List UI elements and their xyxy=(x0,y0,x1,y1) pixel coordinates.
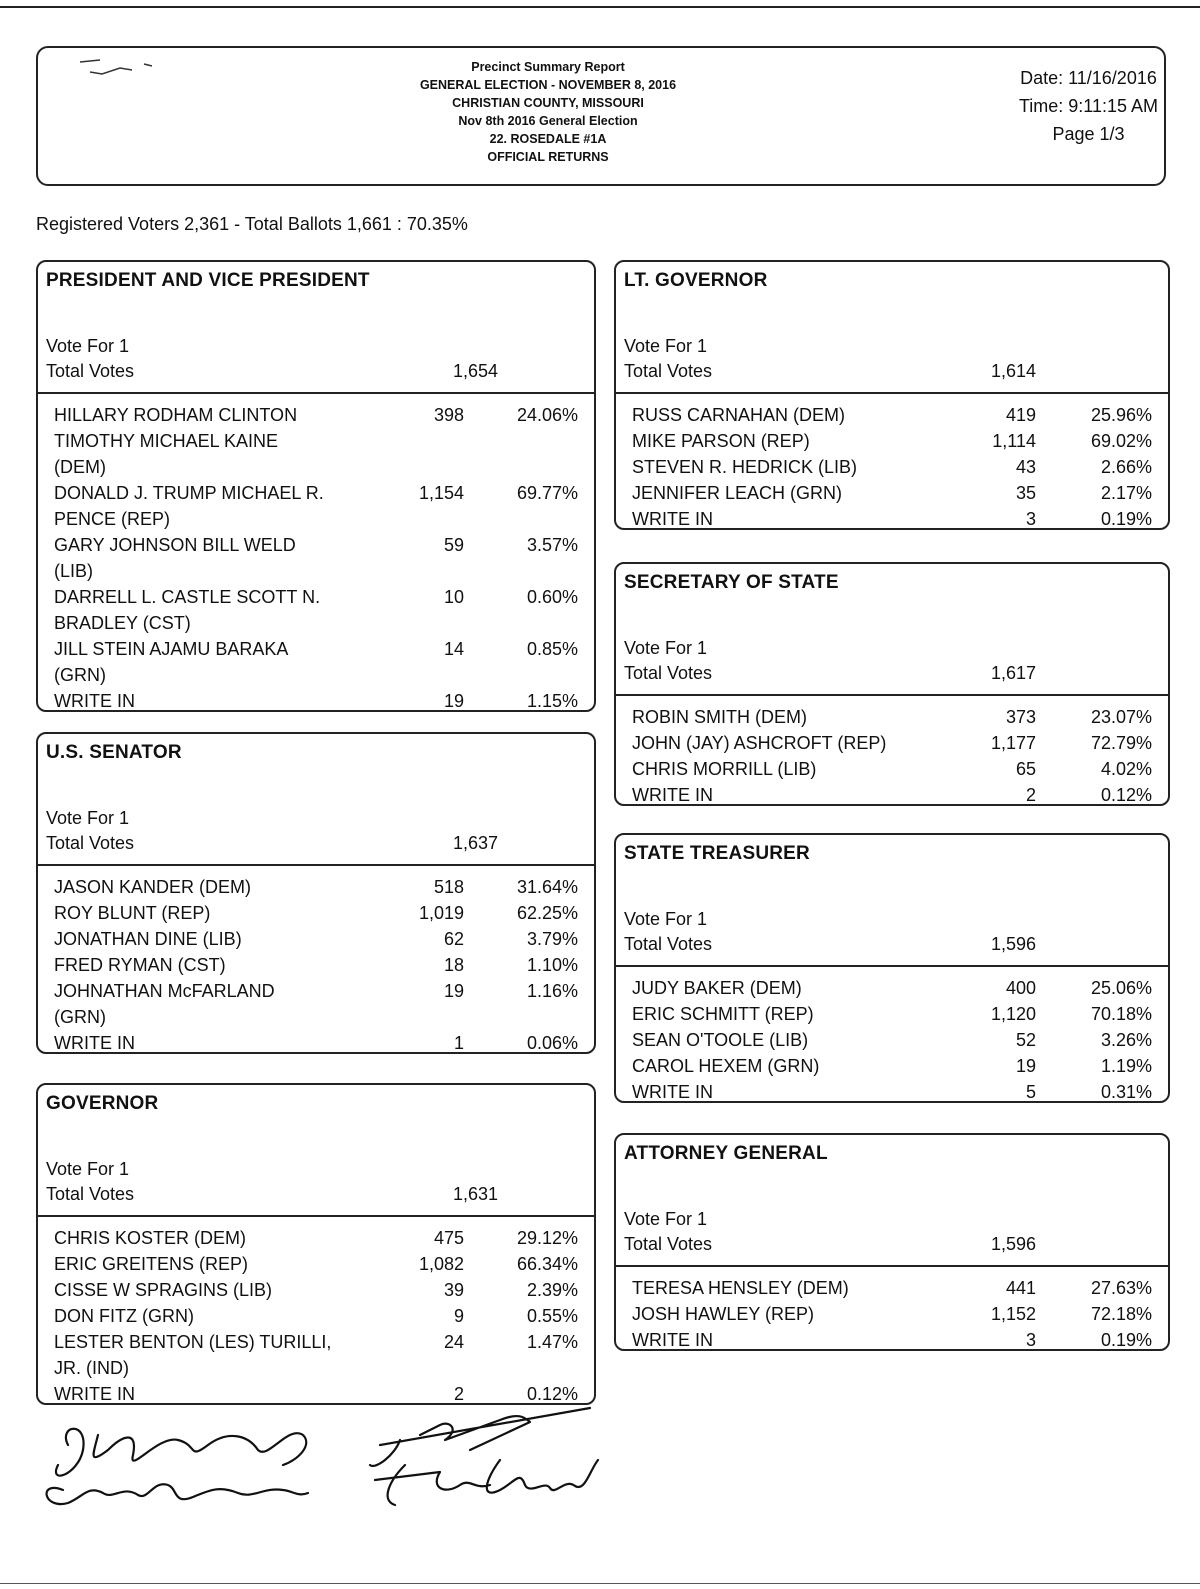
candidate-percent: 0.06% xyxy=(526,1033,578,1053)
candidate-votes: 1,154 xyxy=(418,483,464,503)
candidate-name: TIMOTHY MICHAEL KAINE xyxy=(54,431,279,451)
candidate-name: WRITE IN xyxy=(632,1330,713,1350)
candidate-votes: 398 xyxy=(433,405,464,425)
candidate-name: JOHN (JAY) ASHCROFT (REP) xyxy=(632,733,887,753)
candidate-name: DON FITZ (GRN) xyxy=(54,1306,194,1326)
candidate-row xyxy=(38,1277,594,1303)
race-box-state-treasurer xyxy=(614,833,1170,1103)
race-box-secretary-of-state xyxy=(614,562,1170,806)
candidate-row xyxy=(616,428,1168,454)
candidate-name: CHRIS KOSTER (DEM) xyxy=(54,1228,247,1248)
candidate-name: (GRN) xyxy=(54,1007,106,1027)
race-divider xyxy=(38,1215,594,1217)
signature-right-icon xyxy=(350,1400,610,1515)
candidate-votes: 1 xyxy=(453,1033,464,1053)
candidate-votes: 65 xyxy=(1015,759,1036,779)
total-votes-label: Total Votes xyxy=(46,833,135,853)
candidate-percent: 23.07% xyxy=(1090,707,1152,727)
candidate-row xyxy=(616,1275,1168,1301)
candidate-votes: 1,114 xyxy=(992,431,1036,451)
candidate-percent: 3.57% xyxy=(526,535,578,555)
candidate-votes: 518 xyxy=(433,877,464,897)
scribble-mark-icon xyxy=(60,54,180,84)
candidate-votes: 19 xyxy=(1015,1056,1036,1076)
total-votes-label: Total Votes xyxy=(624,361,713,381)
candidate-name: JUDY BAKER (DEM) xyxy=(632,978,802,998)
total-votes-label: Total Votes xyxy=(624,1234,713,1254)
race-box-president-and-vice-president xyxy=(36,260,596,712)
candidate-name: PENCE (REP) xyxy=(54,509,171,529)
candidate-votes: 19 xyxy=(443,981,464,1001)
candidate-name: WRITE IN xyxy=(632,1082,713,1102)
candidate-name: LESTER BENTON (LES) TURILLI, xyxy=(54,1332,332,1352)
candidate-percent: 2.17% xyxy=(1100,483,1152,503)
total-votes-value: 1,596 xyxy=(990,1234,1036,1254)
candidate-name: WRITE IN xyxy=(54,1384,135,1404)
candidate-votes: 3 xyxy=(1025,509,1036,529)
race-divider xyxy=(38,864,594,866)
candidate-row xyxy=(38,584,594,636)
candidate-name: SEAN O'TOOLE (LIB) xyxy=(632,1030,809,1050)
candidate-percent: 0.31% xyxy=(1100,1082,1152,1102)
race-title: SECRETARY OF STATE xyxy=(624,572,839,593)
candidate-votes: 419 xyxy=(1005,405,1036,425)
vote-for-label: Vote For 1 xyxy=(624,909,708,929)
candidate-votes: 10 xyxy=(443,587,464,607)
candidate-name: JR. (IND) xyxy=(54,1358,129,1378)
signature-left-icon xyxy=(28,1405,328,1515)
candidate-row xyxy=(38,978,594,1030)
candidate-percent: 1.19% xyxy=(1100,1056,1152,1076)
candidate-votes: 59 xyxy=(443,535,464,555)
race-divider xyxy=(38,392,594,394)
report-title: Precinct Summary Report xyxy=(471,60,625,74)
candidate-row xyxy=(38,874,594,900)
race-box-governor xyxy=(36,1083,596,1405)
candidate-name: CHRIS MORRILL (LIB) xyxy=(632,759,817,779)
candidate-votes: 2 xyxy=(1025,785,1036,805)
race-box-lt-governor xyxy=(614,260,1170,530)
race-divider xyxy=(616,694,1168,696)
candidate-votes: 62 xyxy=(443,929,464,949)
candidate-row xyxy=(38,1303,594,1329)
candidate-name: CISSE W SPRAGINS (LIB) xyxy=(54,1280,273,1300)
candidate-row xyxy=(38,688,594,714)
candidate-name: HILLARY RODHAM CLINTON xyxy=(54,405,298,425)
candidate-name: WRITE IN xyxy=(54,691,135,711)
candidate-percent: 0.19% xyxy=(1100,509,1152,529)
candidate-row xyxy=(38,636,594,688)
candidate-percent: 27.63% xyxy=(1090,1278,1152,1298)
candidate-row xyxy=(38,1251,594,1277)
candidate-percent: 62.25% xyxy=(516,903,578,923)
total-votes-value: 1,637 xyxy=(452,833,498,853)
candidate-row xyxy=(616,454,1168,480)
candidate-name: JONATHAN DINE (LIB) xyxy=(54,929,242,949)
candidate-name: BRADLEY (CST) xyxy=(54,613,191,633)
candidate-votes: 5 xyxy=(1025,1082,1036,1102)
candidate-row xyxy=(38,900,594,926)
candidate-percent: 4.02% xyxy=(1100,759,1152,779)
candidate-name: (LIB) xyxy=(54,561,94,581)
candidate-votes: 9 xyxy=(453,1306,464,1326)
county-name: CHRISTIAN COUNTY, MISSOURI xyxy=(452,96,644,110)
race-divider xyxy=(616,1265,1168,1267)
report-date: Date: 11/16/2016 xyxy=(1020,68,1157,88)
candidate-row xyxy=(38,1030,594,1056)
candidate-row xyxy=(38,532,594,584)
candidate-name: TERESA HENSLEY (DEM) xyxy=(632,1278,849,1298)
candidate-votes: 1,177 xyxy=(990,733,1036,753)
candidate-name: WRITE IN xyxy=(632,509,713,529)
vote-for-label: Vote For 1 xyxy=(46,808,130,828)
candidate-percent: 1.15% xyxy=(526,691,578,711)
candidate-percent: 1.10% xyxy=(526,955,578,975)
candidate-percent: 0.19% xyxy=(1100,1330,1152,1350)
candidate-percent: 31.64% xyxy=(516,877,578,897)
candidate-name: RUSS CARNAHAN (DEM) xyxy=(632,405,846,425)
candidate-name: (GRN) xyxy=(54,665,106,685)
candidate-row xyxy=(616,1001,1168,1027)
report-header xyxy=(36,46,1166,186)
total-votes-value: 1,654 xyxy=(452,361,498,381)
candidate-percent: 2.39% xyxy=(526,1280,578,1300)
candidate-percent: 69.77% xyxy=(516,483,578,503)
race-title: GOVERNOR xyxy=(46,1093,159,1114)
candidate-votes: 52 xyxy=(1015,1030,1036,1050)
total-votes-label: Total Votes xyxy=(46,1184,135,1204)
candidate-votes: 43 xyxy=(1015,457,1036,477)
candidate-percent: 66.34% xyxy=(516,1254,578,1274)
race-divider xyxy=(616,965,1168,967)
candidate-votes: 441 xyxy=(1005,1278,1036,1298)
turnout-summary: Registered Voters 2,361 - Total Ballots 1,661 : 70.35% xyxy=(36,214,468,234)
candidate-row xyxy=(38,926,594,952)
candidate-name: JOSH HAWLEY (REP) xyxy=(632,1304,815,1324)
precinct-name: 22. ROSEDALE #1A xyxy=(489,132,607,146)
candidate-name: FRED RYMAN (CST) xyxy=(54,955,226,975)
report-meta xyxy=(1019,64,1158,148)
total-votes-value: 1,614 xyxy=(990,361,1036,381)
candidate-name: ERIC GREITENS (REP) xyxy=(54,1254,249,1274)
candidate-name: JILL STEIN AJAMU BARAKA xyxy=(54,639,289,659)
candidate-votes: 14 xyxy=(443,639,464,659)
candidate-votes: 475 xyxy=(433,1228,464,1248)
candidate-votes: 1,152 xyxy=(990,1304,1036,1324)
candidate-votes: 2 xyxy=(453,1384,464,1404)
candidate-row xyxy=(38,1329,594,1381)
candidate-row xyxy=(38,1225,594,1251)
candidate-votes: 373 xyxy=(1005,707,1036,727)
candidate-row xyxy=(616,480,1168,506)
candidate-votes: 1,120 xyxy=(990,1004,1036,1024)
candidate-votes: 3 xyxy=(1025,1330,1036,1350)
candidate-row xyxy=(38,402,594,480)
candidate-name: (DEM) xyxy=(54,457,106,477)
candidate-percent: 1.16% xyxy=(526,981,578,1001)
race-box-u-s-senator xyxy=(36,732,596,1054)
candidate-votes: 19 xyxy=(443,691,464,711)
candidate-row xyxy=(616,1327,1168,1353)
total-votes-label: Total Votes xyxy=(624,663,713,683)
candidate-name: GARY JOHNSON BILL WELD xyxy=(54,535,296,555)
candidate-percent: 3.26% xyxy=(1100,1030,1152,1050)
race-divider xyxy=(616,392,1168,394)
election-name: GENERAL ELECTION - NOVEMBER 8, 2016 xyxy=(419,78,677,92)
candidate-name: MIKE PARSON (REP) xyxy=(632,431,810,451)
candidate-percent: 72.79% xyxy=(1090,733,1152,753)
candidate-name: ROBIN SMITH (DEM) xyxy=(632,707,807,727)
candidate-row xyxy=(616,756,1168,782)
candidate-name: CAROL HEXEM (GRN) xyxy=(632,1056,820,1076)
candidate-percent: 0.12% xyxy=(526,1384,578,1404)
candidate-percent: 1.47% xyxy=(526,1332,578,1352)
candidate-percent: 25.06% xyxy=(1090,978,1152,998)
race-title: U.S. SENATOR xyxy=(46,742,182,763)
top-rule xyxy=(0,6,1200,8)
candidate-percent: 72.18% xyxy=(1090,1304,1152,1324)
candidate-votes: 1,082 xyxy=(418,1254,464,1274)
candidate-row xyxy=(38,952,594,978)
candidate-row xyxy=(616,975,1168,1001)
candidate-name: DARRELL L. CASTLE SCOTT N. xyxy=(54,587,321,607)
race-title: ATTORNEY GENERAL xyxy=(624,1143,828,1164)
candidate-row xyxy=(616,506,1168,532)
vote-for-label: Vote For 1 xyxy=(624,336,708,356)
candidate-percent: 0.60% xyxy=(526,587,578,607)
returns-label: OFFICIAL RETURNS xyxy=(487,150,609,164)
candidate-votes: 400 xyxy=(1005,978,1036,998)
total-votes-label: Total Votes xyxy=(624,934,713,954)
candidate-row xyxy=(616,782,1168,808)
candidate-name: ERIC SCHMITT (REP) xyxy=(632,1004,814,1024)
report-title-block xyxy=(338,58,758,166)
candidate-votes: 35 xyxy=(1015,483,1036,503)
race-box-attorney-general xyxy=(614,1133,1170,1351)
candidate-votes: 24 xyxy=(443,1332,464,1352)
candidate-name: JENNIFER LEACH (GRN) xyxy=(632,483,843,503)
candidate-row xyxy=(616,1079,1168,1105)
candidate-percent: 24.06% xyxy=(516,405,578,425)
candidate-percent: 0.55% xyxy=(526,1306,578,1326)
candidate-percent: 69.02% xyxy=(1090,431,1152,451)
total-votes-value: 1,596 xyxy=(990,934,1036,954)
candidate-percent: 2.66% xyxy=(1100,457,1152,477)
candidate-row xyxy=(616,402,1168,428)
candidate-percent: 0.85% xyxy=(526,639,578,659)
candidate-row xyxy=(38,480,594,532)
race-title: STATE TREASURER xyxy=(624,843,810,864)
candidate-row xyxy=(616,1053,1168,1079)
candidate-votes: 18 xyxy=(443,955,464,975)
candidate-row xyxy=(616,704,1168,730)
candidate-percent: 70.18% xyxy=(1090,1004,1152,1024)
vote-for-label: Vote For 1 xyxy=(624,1209,708,1229)
candidate-row xyxy=(616,730,1168,756)
candidate-row xyxy=(616,1027,1168,1053)
candidate-name: DONALD J. TRUMP MICHAEL R. xyxy=(54,483,324,503)
candidate-percent: 29.12% xyxy=(516,1228,578,1248)
candidate-percent: 0.12% xyxy=(1100,785,1152,805)
vote-for-label: Vote For 1 xyxy=(46,1159,130,1179)
candidate-percent: 25.96% xyxy=(1090,405,1152,425)
total-votes-value: 1,631 xyxy=(452,1184,498,1204)
candidate-percent: 3.79% xyxy=(526,929,578,949)
race-title: PRESIDENT AND VICE PRESIDENT xyxy=(46,270,370,291)
report-time: Time: 9:11:15 AM xyxy=(1018,96,1158,116)
vote-for-label: Vote For 1 xyxy=(46,336,130,356)
vote-for-label: Vote For 1 xyxy=(624,638,708,658)
candidate-name: STEVEN R. HEDRICK (LIB) xyxy=(632,457,858,477)
candidate-name: WRITE IN xyxy=(632,785,713,805)
race-title: LT. GOVERNOR xyxy=(624,270,768,291)
candidate-row xyxy=(616,1301,1168,1327)
total-votes-label: Total Votes xyxy=(46,361,135,381)
candidate-name: JOHNATHAN McFARLAND xyxy=(54,981,275,1001)
bottom-rule xyxy=(0,1583,1200,1584)
election-subtitle: Nov 8th 2016 General Election xyxy=(458,114,638,128)
total-votes-value: 1,617 xyxy=(990,663,1036,683)
page-number: Page 1/3 xyxy=(1052,124,1125,144)
candidate-name: JASON KANDER (DEM) xyxy=(54,877,252,897)
candidate-votes: 1,019 xyxy=(418,903,464,923)
candidate-name: WRITE IN xyxy=(54,1033,135,1053)
candidate-name: ROY BLUNT (REP) xyxy=(54,903,211,923)
candidate-votes: 39 xyxy=(443,1280,464,1300)
